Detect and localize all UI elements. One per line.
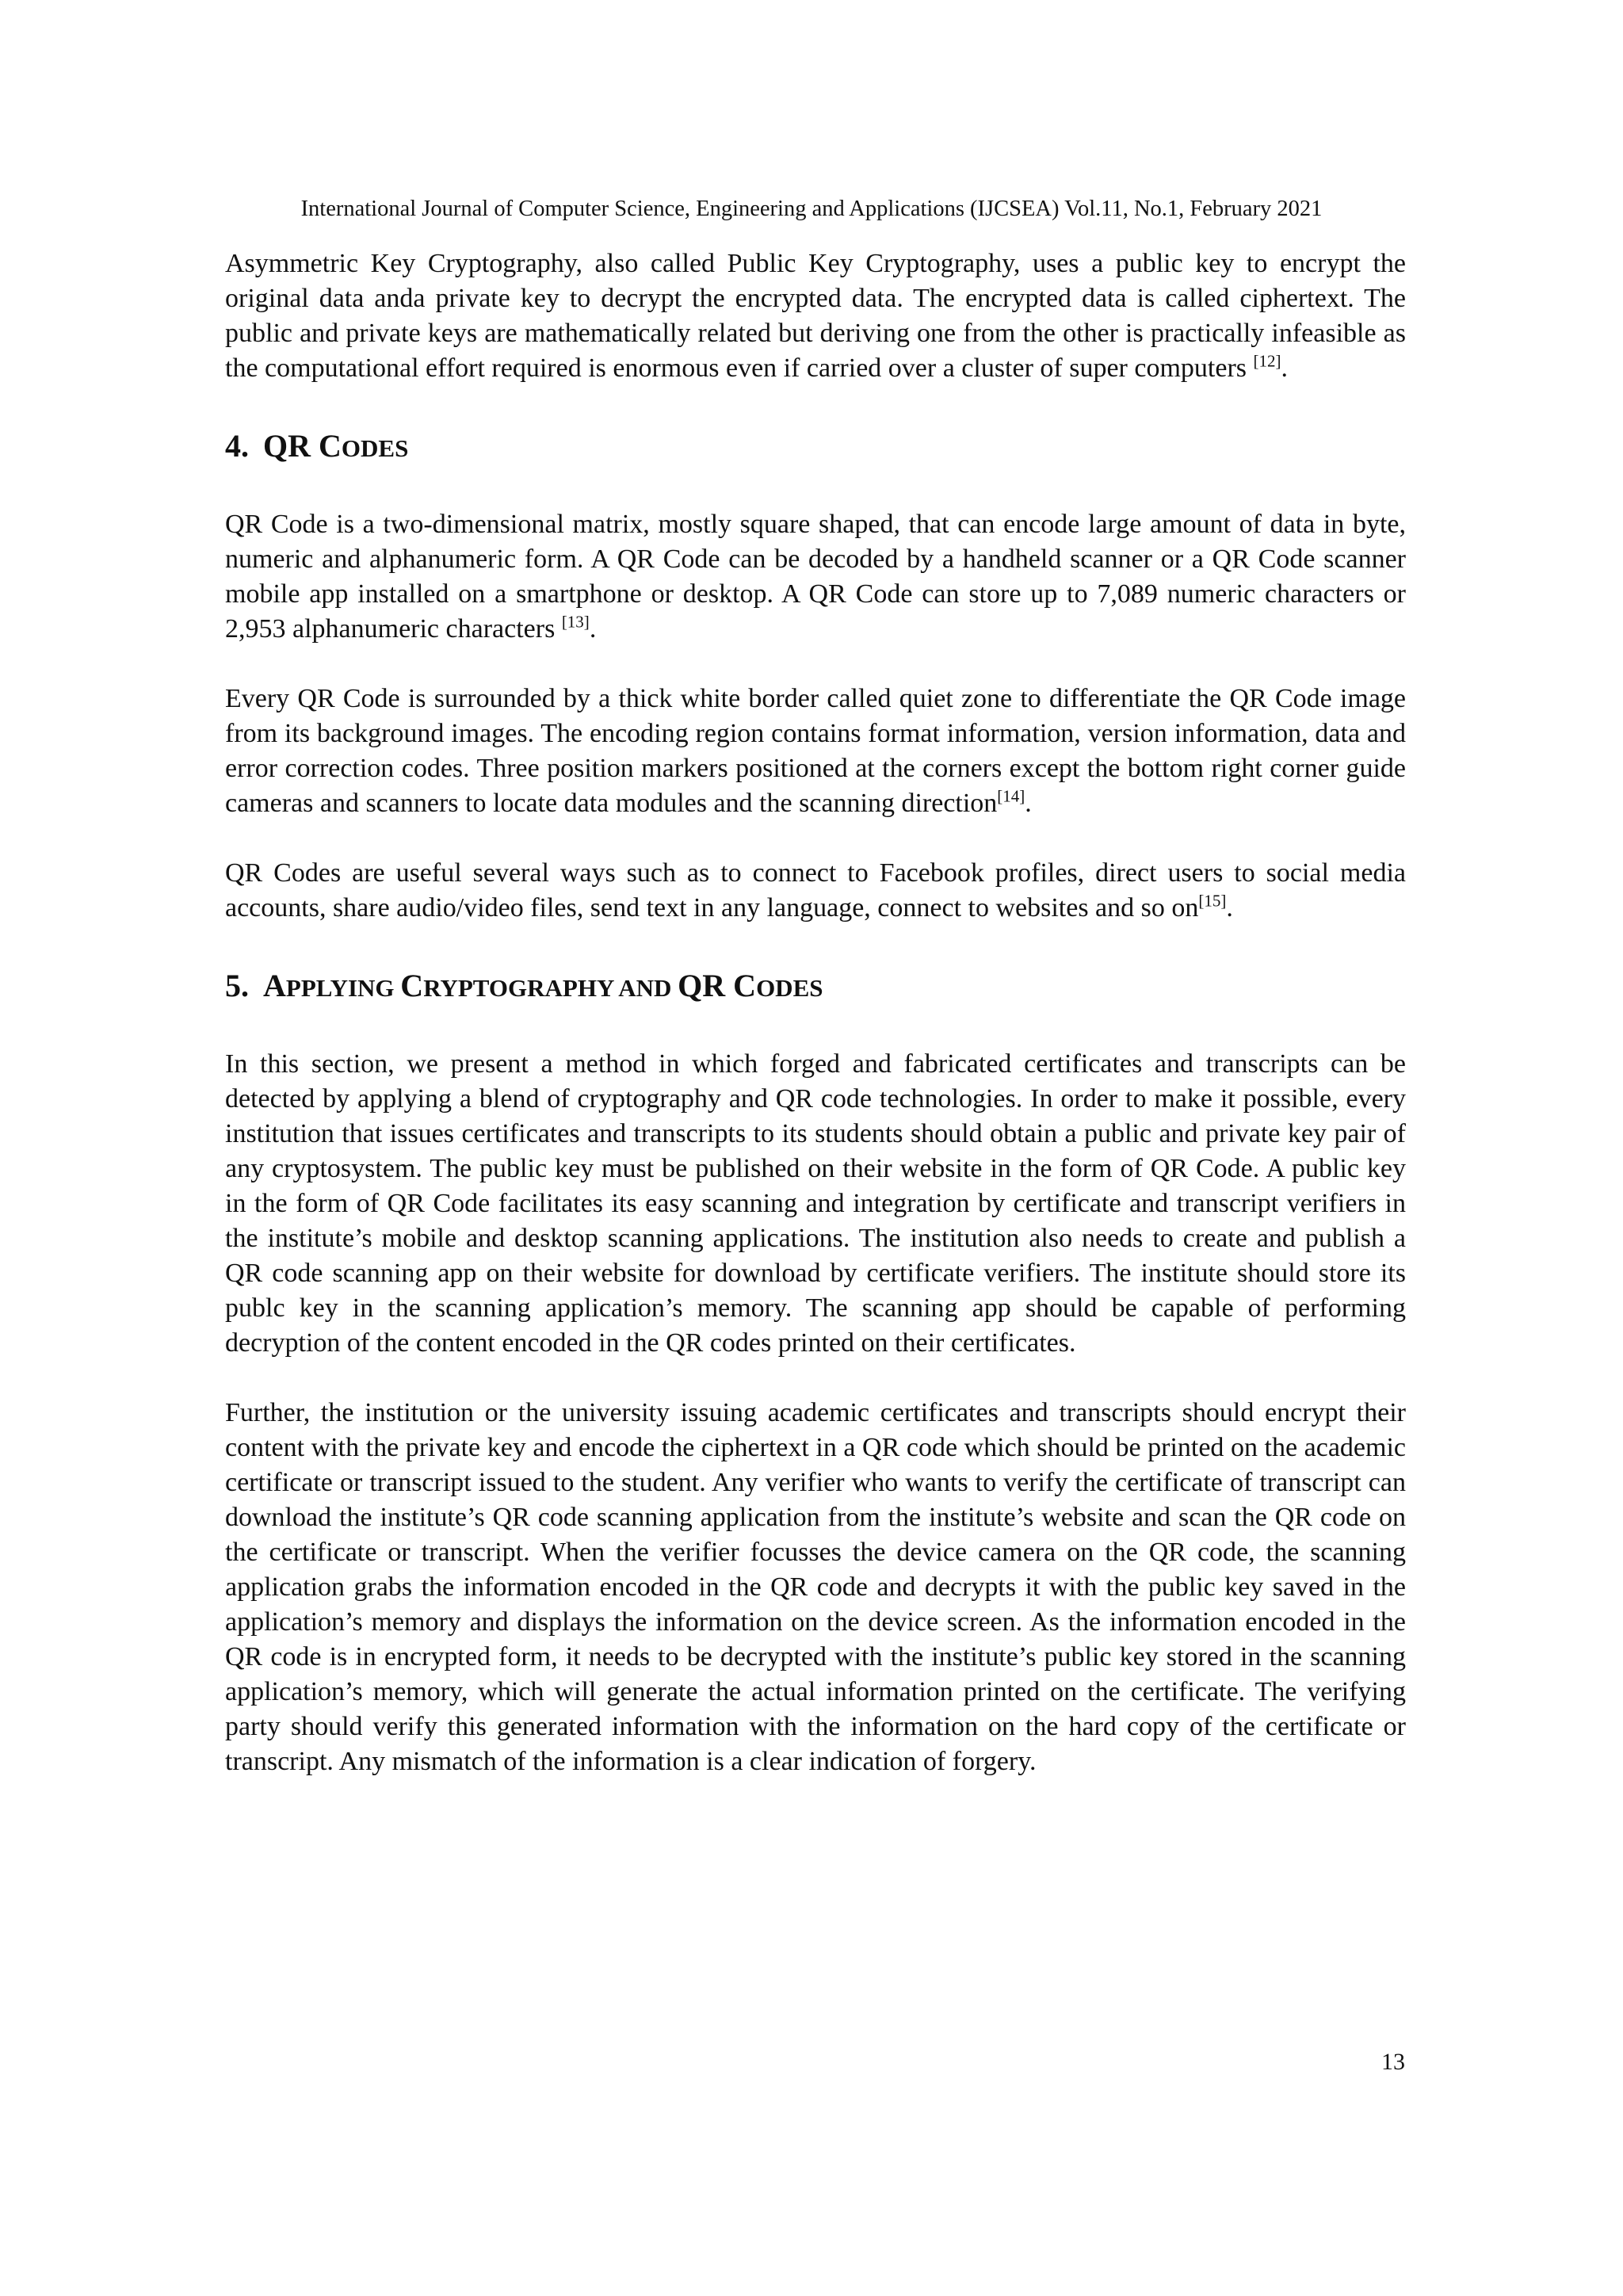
- section-4-paragraph-3: [225, 856, 1406, 926]
- section-4-paragraph-1-end: .: [589, 614, 597, 644]
- section-5-title-b: PPLYING: [285, 974, 401, 1002]
- section-4-paragraph-1-text: QR Code is a two-dimensional matrix, mostly square shaped, that can encode large amount of data in byte, numeric and alphanumeric form. A QR Code can be decoded by a handheld scanner or a QR Code scanner mobile app installed on a smartphone or desktop. A QR Code can store up to 7,089 numeric characters or 2,953 alphanumeric characters: [225, 510, 1406, 644]
- intro-paragraph: [225, 246, 1406, 386]
- section-4-heading: [225, 427, 1406, 468]
- section-4-paragraph-2-text: Every QR Code is surrounded by a thick white border called quiet zone to differentiate the QR Code image from its background images. The encoding region contains format information, version information, data and error correction codes. Three position markers positioned at the corners except the bottom right corner guide cameras and scanners to locate data modules and the scanning direction: [225, 684, 1406, 818]
- section-4-paragraph-2-end: .: [1025, 789, 1032, 818]
- section-5-paragraph-2: Further, the institution or the university issuing academic certificates and transcripts should encrypt their content with the private key and encode the ciphertext in a QR code which should be printed on the academic certificate or transcript issued to the student. Any verifier who wants to verify the certificate of transcript can download the institute’s QR code scanning application from the institute’s website and scan the QR code on the certificate or transcript. When the verifier focusses the device camera on the QR code, the scanning application grabs the information encoded in the QR code and decrypts it with the public key saved in the application’s memory and displays the information on the device screen. As the information encoded in the QR code is in encrypted form, it needs to be decrypted with the institute’s public key stored in the scanning application’s memory, which will generate the actual information printed on the certificate. The verifying party should verify this generated information with the information on the hard copy of the certificate or transcript. Any mismatch of the information is a clear indication of forgery.: [225, 1398, 1406, 1776]
- page-body: [225, 246, 1406, 1779]
- section-5-heading: [225, 967, 1406, 1007]
- section-5-title-e: QR C: [678, 968, 757, 1003]
- section-5-title-a: A: [263, 968, 286, 1003]
- section-5-title-c: C: [400, 968, 424, 1003]
- section-5-title-d: RYPTOGRAPHY AND: [423, 974, 678, 1002]
- running-header: International Journal of Computer Science, Engineering and Applications (IJCSEA) Vol.11, No.1, February 2021: [300, 197, 1323, 221]
- section-4-title-part2: ODES: [341, 434, 409, 462]
- section-4-number: 4.: [225, 428, 249, 464]
- section-4-paragraph-2: [225, 682, 1406, 821]
- section-5-number: 5.: [225, 968, 249, 1003]
- section-4-title-part1: QR C: [263, 428, 342, 464]
- section-4-paragraph-3-text: QR Codes are useful several ways such as to connect to Facebook profiles, direct users to social media accounts, share audio/video files, send text in any language, connect to websites and so on: [225, 858, 1406, 923]
- page-number: 13: [1381, 2049, 1405, 2075]
- citation-12: [12]: [1253, 351, 1281, 371]
- intro-paragraph-text: Asymmetric Key Cryptography, also called Public Key Cryptography, uses a public key to encrypt the original data anda private key to decrypt the encrypted data. The encrypted data is called ciphertext. The public and private keys are mathematically related but deriving one from the other is practically infeasible as the computational effort required is enormous even if carried over a cluster of super computers: [225, 249, 1406, 383]
- citation-13: [13]: [561, 612, 590, 632]
- section-5-paragraph-1: In this section, we present a method in which forged and fabricated certificates and transcripts can be detected by applying a blend of cryptography and QR code technologies. In order to make it possible, every institution that issues certificates and transcripts to its students should obtain a public and private key pair of any cryptosystem. The public key must be published on their website in the form of QR Code. A public key in the form of QR Code facilitates its easy scanning and integration by certificate and transcript verifiers in the institute’s mobile and desktop scanning applications. The institution also needs to create and publish a QR code scanning app on their website for download by certificate verifiers. The institute should store its publc key in the scanning application’s memory. The scanning app should be capable of performing decryption of the content encoded in the QR codes printed on their certificates.: [225, 1049, 1406, 1358]
- section-4-paragraph-3-end: .: [1226, 893, 1233, 923]
- citation-14: [14]: [997, 786, 1025, 806]
- intro-paragraph-end: .: [1281, 353, 1289, 383]
- section-4-paragraph-1: [225, 507, 1406, 647]
- citation-15: [15]: [1198, 891, 1227, 911]
- section-5-title-f: ODES: [756, 974, 823, 1002]
